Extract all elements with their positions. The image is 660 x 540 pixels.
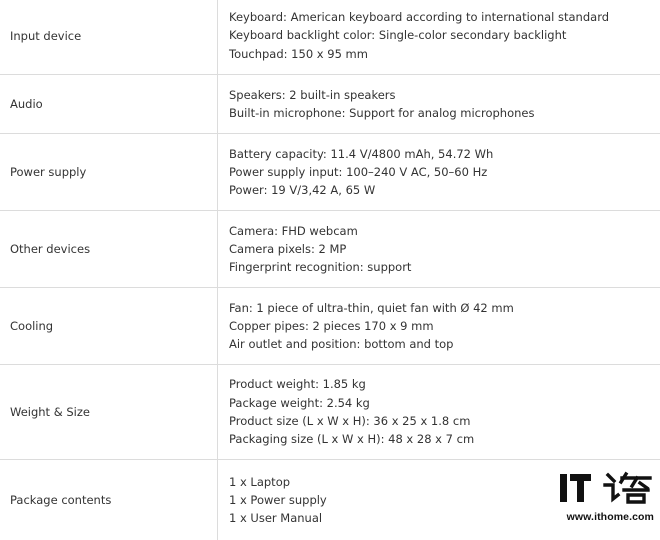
spec-line: 1 x Power supply (229, 492, 327, 507)
spec-line: 1 x Laptop (229, 474, 291, 489)
spec-line: Air outlet and position: bottom and top (229, 337, 454, 352)
spec-label: Power supply (0, 134, 218, 210)
spec-label: Audio (0, 75, 218, 133)
spec-values (218, 134, 660, 210)
spec-line: 1 x User Manual (229, 511, 323, 526)
spec-line: Touchpad: 150 x 95 mm (229, 46, 368, 61)
spec-line: Battery capacity: 11.4 V/4800 mAh, 54.72 Wh (229, 146, 494, 161)
spec-values (218, 0, 660, 74)
spec-label: Other devices (0, 211, 218, 287)
spec-row-input-device (0, 0, 660, 75)
ithome-watermark (558, 471, 654, 523)
ithome-logo-icon (558, 471, 654, 507)
spec-line: Keyboard backlight color: Single-color secondary backlight (229, 28, 567, 43)
ithome-url: www.ithome.com (566, 511, 654, 523)
spec-line: Product weight: 1.85 kg (229, 377, 366, 392)
spec-line: Camera: FHD webcam (229, 223, 358, 238)
spec-row-audio (0, 75, 660, 134)
spec-values (218, 288, 660, 364)
spec-label: Weight & Size (0, 365, 218, 459)
spec-line: Packaging size (L x W x H): 48 x 28 x 7 cm (229, 432, 475, 447)
spec-row-other-devices (0, 211, 660, 288)
spec-line: Built-in microphone: Support for analog microphones (229, 106, 535, 120)
spec-line: Camera pixels: 2 MP (229, 241, 347, 256)
spec-line: Fingerprint recognition: support (229, 260, 412, 275)
spec-values (218, 365, 660, 459)
spec-line: Fan: 1 piece of ultra-thin, quiet fan with Ø 42 mm (229, 300, 514, 315)
spec-row-weight-size (0, 365, 660, 460)
spec-label: Package contents (0, 460, 218, 540)
spec-label: Cooling (0, 288, 218, 364)
spec-line: Product size (L x W x H): 36 x 25 x 1.8 cm (229, 414, 471, 428)
spec-line: Copper pipes: 2 pieces 170 x 9 mm (229, 318, 434, 333)
spec-values (218, 211, 660, 287)
spec-values (218, 75, 660, 133)
spec-label: Input device (0, 0, 218, 74)
spec-line: Power supply input: 100–240 V AC, 50–60 Hz (229, 164, 488, 179)
spec-row-cooling (0, 288, 660, 365)
spec-line: Keyboard: American keyboard according to international standard (229, 10, 610, 25)
spec-line: Package weight: 2.54 kg (229, 395, 370, 410)
spec-row-power-supply (0, 134, 660, 211)
spec-line: Speakers: 2 built-in speakers (229, 87, 396, 102)
spec-line: Power: 19 V/3,42 A, 65 W (229, 183, 376, 198)
